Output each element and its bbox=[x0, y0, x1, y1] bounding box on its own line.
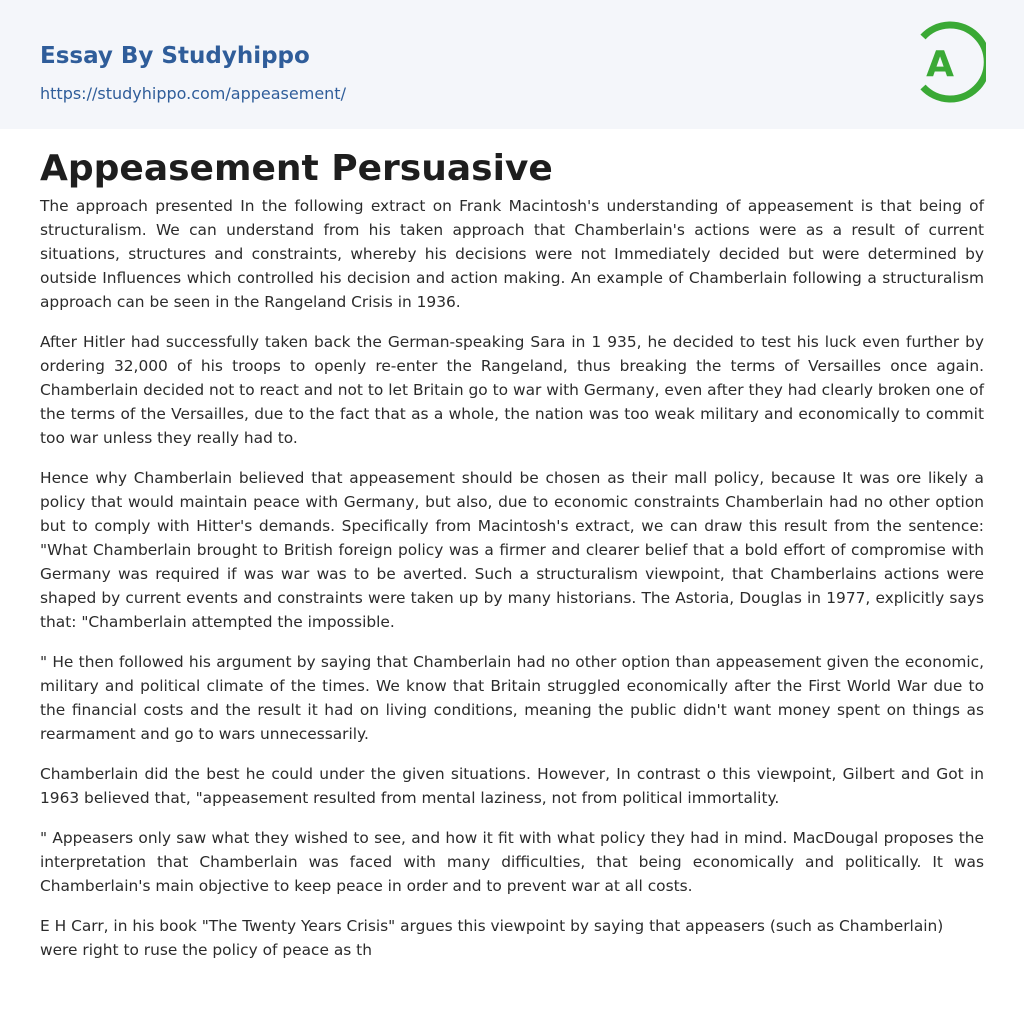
brand-title[interactable]: Essay By Studyhippo bbox=[40, 43, 310, 69]
essay-paragraph: Hence why Chamberlain believed that appeasement should be chosen as their mall policy, because It was ore likely a policy that would maintain peace with Germany, but also, due to economic constraints Chamberlain had no other option but to comply with Hitter's demands. Specifically from Macintosh's extract, we can draw this result from the sentence: "What Chamberlain brought to British foreign policy was a firmer and clearer belief that a bold effort of compromise with Germany was required if was war was to be averted. Such a structuralism viewpoint, that Chamberlains actions were shaped by current events and constraints were taken up by many historians. The Astoria, Douglas in 1977, explicitly says that: "Chamberlain attempted the impossible. bbox=[40, 469, 984, 631]
essay-paragraph: E H Carr, in his book "The Twenty Years Crisis" argues this viewpoint by saying that appeasers (such as Chamberlain) were right to ruse the policy of peace as th bbox=[40, 917, 944, 959]
essay-paragraph: " Appeasers only saw what they wished to see, and how it fit with what policy they had in mind. MacDougal proposes the interpretation that Chamberlain was faced with many difficulties, that being economically and politically. It was Chamberlain's main objective to keep peace in order and to prevent war at all costs. bbox=[40, 829, 984, 895]
page-title: Appeasement Persuasive bbox=[40, 148, 553, 189]
essay-body bbox=[40, 194, 984, 978]
logo-icon bbox=[912, 19, 986, 105]
essay-url-link[interactable]: https://studyhippo.com/appeasement/ bbox=[40, 84, 346, 103]
essay-paragraph: The approach presented In the following extract on Frank Macintosh's understanding of appeasement is that being of structuralism. We can understand from his taken approach that Chamberlain's actions were as a result of current situations, structures and constraints, whereby his decisions were not Immediately decided but were determined by outside Influences which controlled his decision and action making. An example of Chamberlain following a structuralism approach can be seen in the Rangeland Crisis in 1936. bbox=[40, 197, 984, 311]
essay-paragraph: Chamberlain did the best he could under the given situations. However, In contrast o this viewpoint, Gilbert and Got in 1963 believed that, "appeasement resulted from mental laziness, not from political immortality. bbox=[40, 765, 984, 807]
logo-letter: A bbox=[926, 44, 954, 85]
essay-paragraph: " He then followed his argument by saying that Chamberlain had no other option than appeasement given the economic, military and political climate of the times. We know that Britain struggled economically after the First World War due to the financial costs and the result it had on living conditions, meaning the public didn't want money spent on things as rearmament and go to wars unnecessarily. bbox=[40, 653, 984, 743]
essay-paragraph: After Hitler had successfully taken back the German-speaking Sara in 1 935, he decided to test his luck even further by ordering 32,000 of his troops to openly re-enter the Rangeland, thus breaking the terms of Versailles once again. Chamberlain decided not to react and not to let Britain go to war with Germany, even after they had clearly broken one of the terms of the Versailles, due to the fact that as a whole, the nation was too weak military and economically to commit too war unless they really had to. bbox=[40, 333, 984, 447]
studyhippo-logo[interactable] bbox=[912, 19, 986, 105]
